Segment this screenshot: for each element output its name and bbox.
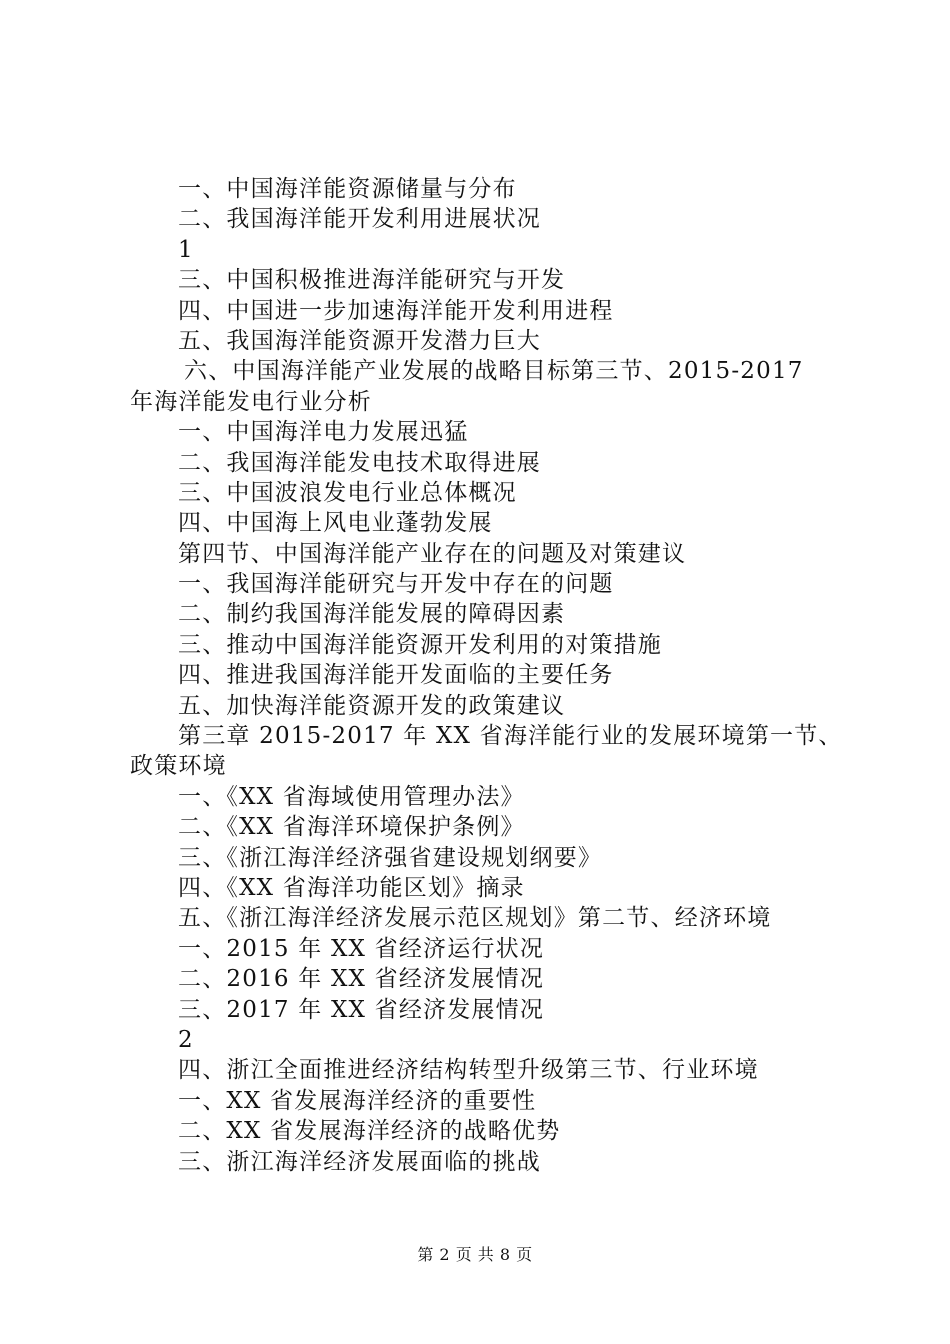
toc-line: 三、浙江海洋经济发展面临的挑战 bbox=[178, 1148, 541, 1175]
toc-line: 五、《浙江海洋经济发展示范区规划》第二节、经济环境 bbox=[178, 905, 772, 932]
chapter-heading: 第三章 2015-2017 年 XX 省海洋能行业的发展环境第一节、 bbox=[178, 723, 843, 750]
toc-line: 一、我国海洋能研究与开发中存在的问题 bbox=[178, 571, 614, 598]
toc-line: 四、《XX 省海洋功能区划》摘录 bbox=[178, 874, 525, 901]
toc-line: 二、我国海洋能发电技术取得进展 bbox=[178, 449, 541, 476]
page-number-marker: 2 bbox=[178, 1026, 194, 1053]
document-body bbox=[130, 174, 843, 1177]
toc-line: 三、中国波浪发电行业总体概况 bbox=[178, 479, 517, 506]
toc-line: 四、中国进一步加速海洋能开发利用进程 bbox=[178, 297, 614, 324]
toc-line: 三、推动中国海洋能资源开发利用的对策措施 bbox=[178, 631, 662, 658]
toc-line: 三、《浙江海洋经济强省建设规划纲要》 bbox=[178, 844, 603, 871]
toc-line: 二、我国海洋能开发利用进展状况 bbox=[178, 206, 541, 233]
toc-line: 六、中国海洋能产业发展的战略目标第三节、2015-2017 bbox=[184, 358, 804, 385]
toc-line: 五、加快海洋能资源开发的政策建议 bbox=[178, 692, 566, 719]
page-footer: 第 2 页 共 8 页 bbox=[417, 1245, 533, 1264]
toc-line: 二、制约我国海洋能发展的障碍因素 bbox=[178, 601, 566, 628]
toc-line: 四、浙江全面推进经济结构转型升级第三节、行业环境 bbox=[178, 1057, 759, 1084]
toc-line: 二、《XX 省海洋环境保护条例》 bbox=[178, 814, 525, 841]
toc-line: 一、中国海洋电力发展迅猛 bbox=[178, 419, 469, 446]
section-heading: 第四节、中国海洋能产业存在的问题及对策建议 bbox=[178, 540, 687, 567]
toc-line: 一、中国海洋能资源储量与分布 bbox=[178, 176, 517, 202]
toc-line: 一、《XX 省海域使用管理办法》 bbox=[178, 783, 525, 810]
toc-line: 二、XX 省发展海洋经济的战略优势 bbox=[178, 1118, 561, 1145]
toc-line: 一、2015 年 XX 省经济运行状况 bbox=[178, 935, 545, 962]
toc-line-continuation: 政策环境 bbox=[130, 753, 227, 780]
toc-line-continuation: 年海洋能发电行业分析 bbox=[130, 388, 372, 415]
toc-line: 三、2017 年 XX 省经济发展情况 bbox=[178, 996, 545, 1023]
page-number-marker: 1 bbox=[178, 236, 194, 263]
toc-line: 一、XX 省发展海洋经济的重要性 bbox=[178, 1087, 537, 1114]
toc-line: 二、2016 年 XX 省经济发展情况 bbox=[178, 966, 545, 993]
toc-line: 四、推进我国海洋能开发面临的主要任务 bbox=[178, 662, 614, 689]
toc-line: 四、中国海上风电业蓬勃发展 bbox=[178, 510, 493, 537]
toc-line: 五、我国海洋能资源开发潜力巨大 bbox=[178, 327, 541, 354]
toc-line: 三、中国积极推进海洋能研究与开发 bbox=[178, 267, 566, 294]
